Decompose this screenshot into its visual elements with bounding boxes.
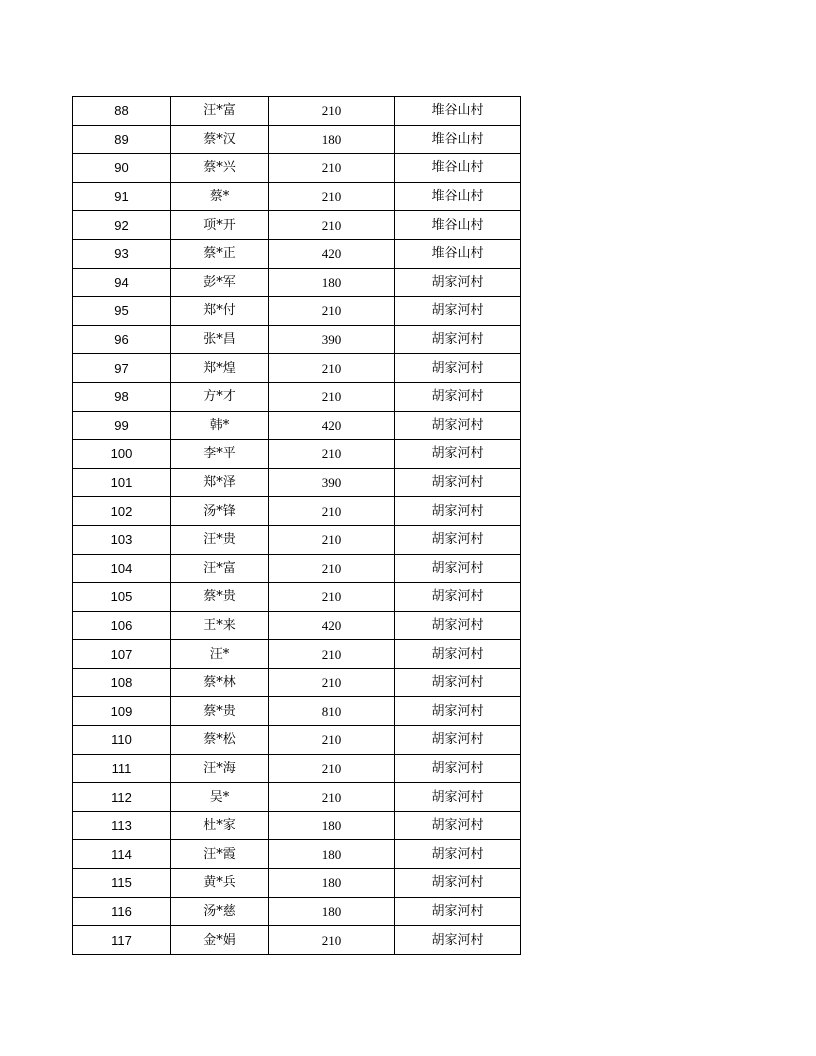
amount-cell: 210 xyxy=(269,726,395,755)
amount-cell: 390 xyxy=(269,468,395,497)
amount-cell: 210 xyxy=(269,754,395,783)
row-number-cell: 106 xyxy=(73,611,171,640)
name-cell: 蔡*林 xyxy=(171,668,269,697)
amount-cell: 180 xyxy=(269,897,395,926)
amount-cell: 210 xyxy=(269,640,395,669)
amount-cell: 210 xyxy=(269,354,395,383)
name-cell: 汪*海 xyxy=(171,754,269,783)
amount-cell: 210 xyxy=(269,154,395,183)
table-row xyxy=(73,154,521,183)
row-number-cell: 97 xyxy=(73,354,171,383)
row-number-cell: 95 xyxy=(73,297,171,326)
village-cell: 堆谷山村 xyxy=(395,239,521,268)
village-cell: 胡家河村 xyxy=(395,325,521,354)
amount-cell: 210 xyxy=(269,525,395,554)
table-row xyxy=(73,182,521,211)
name-cell: 汤*慈 xyxy=(171,897,269,926)
row-number-cell: 112 xyxy=(73,783,171,812)
name-cell: 韩* xyxy=(171,411,269,440)
row-number-cell: 110 xyxy=(73,726,171,755)
village-cell: 堆谷山村 xyxy=(395,182,521,211)
village-cell: 胡家河村 xyxy=(395,440,521,469)
village-cell: 堆谷山村 xyxy=(395,125,521,154)
table-row xyxy=(73,239,521,268)
name-cell: 蔡*兴 xyxy=(171,154,269,183)
table-row xyxy=(73,497,521,526)
table-row xyxy=(73,211,521,240)
amount-cell: 210 xyxy=(269,297,395,326)
village-cell: 胡家河村 xyxy=(395,497,521,526)
row-number-cell: 92 xyxy=(73,211,171,240)
amount-cell: 420 xyxy=(269,411,395,440)
name-cell: 蔡*汉 xyxy=(171,125,269,154)
row-number-cell: 96 xyxy=(73,325,171,354)
amount-cell: 210 xyxy=(269,97,395,126)
row-number-cell: 109 xyxy=(73,697,171,726)
amount-cell: 420 xyxy=(269,239,395,268)
amount-cell: 210 xyxy=(269,554,395,583)
name-cell: 汪*富 xyxy=(171,97,269,126)
row-number-cell: 116 xyxy=(73,897,171,926)
table-row xyxy=(73,840,521,869)
name-cell: 汪* xyxy=(171,640,269,669)
amount-cell: 210 xyxy=(269,182,395,211)
table-row xyxy=(73,811,521,840)
name-cell: 黄*兵 xyxy=(171,869,269,898)
row-number-cell: 99 xyxy=(73,411,171,440)
row-number-cell: 102 xyxy=(73,497,171,526)
amount-cell: 210 xyxy=(269,583,395,612)
village-cell: 胡家河村 xyxy=(395,297,521,326)
table-row xyxy=(73,268,521,297)
name-cell: 汪*霞 xyxy=(171,840,269,869)
row-number-cell: 105 xyxy=(73,583,171,612)
table-row xyxy=(73,869,521,898)
table-row xyxy=(73,926,521,955)
table-row xyxy=(73,783,521,812)
village-cell: 胡家河村 xyxy=(395,869,521,898)
data-table xyxy=(72,96,521,955)
name-cell: 金*娟 xyxy=(171,926,269,955)
amount-cell: 180 xyxy=(269,125,395,154)
table-row xyxy=(73,411,521,440)
village-cell: 胡家河村 xyxy=(395,697,521,726)
table-row xyxy=(73,382,521,411)
village-cell: 胡家河村 xyxy=(395,525,521,554)
name-cell: 方*才 xyxy=(171,382,269,411)
village-cell: 胡家河村 xyxy=(395,926,521,955)
table-row xyxy=(73,554,521,583)
row-number-cell: 88 xyxy=(73,97,171,126)
name-cell: 郑*煌 xyxy=(171,354,269,383)
table-row xyxy=(73,440,521,469)
name-cell: 蔡*贵 xyxy=(171,697,269,726)
row-number-cell: 98 xyxy=(73,382,171,411)
name-cell: 杜*家 xyxy=(171,811,269,840)
village-cell: 胡家河村 xyxy=(395,468,521,497)
table-body xyxy=(73,97,521,955)
village-cell: 胡家河村 xyxy=(395,354,521,383)
row-number-cell: 104 xyxy=(73,554,171,583)
table-row xyxy=(73,697,521,726)
row-number-cell: 90 xyxy=(73,154,171,183)
row-number-cell: 93 xyxy=(73,239,171,268)
name-cell: 蔡* xyxy=(171,182,269,211)
amount-cell: 210 xyxy=(269,497,395,526)
name-cell: 汤*锋 xyxy=(171,497,269,526)
name-cell: 郑*泽 xyxy=(171,468,269,497)
table-row xyxy=(73,583,521,612)
village-cell: 胡家河村 xyxy=(395,783,521,812)
amount-cell: 210 xyxy=(269,926,395,955)
name-cell: 彭*军 xyxy=(171,268,269,297)
row-number-cell: 115 xyxy=(73,869,171,898)
name-cell: 蔡*贵 xyxy=(171,583,269,612)
table-row xyxy=(73,726,521,755)
village-cell: 胡家河村 xyxy=(395,611,521,640)
name-cell: 项*开 xyxy=(171,211,269,240)
table-row xyxy=(73,611,521,640)
name-cell: 汪*富 xyxy=(171,554,269,583)
village-cell: 胡家河村 xyxy=(395,840,521,869)
name-cell: 张*昌 xyxy=(171,325,269,354)
name-cell: 蔡*正 xyxy=(171,239,269,268)
row-number-cell: 94 xyxy=(73,268,171,297)
village-cell: 胡家河村 xyxy=(395,382,521,411)
row-number-cell: 108 xyxy=(73,668,171,697)
village-cell: 胡家河村 xyxy=(395,268,521,297)
row-number-cell: 111 xyxy=(73,754,171,783)
amount-cell: 180 xyxy=(269,840,395,869)
village-cell: 胡家河村 xyxy=(395,811,521,840)
amount-cell: 390 xyxy=(269,325,395,354)
row-number-cell: 103 xyxy=(73,525,171,554)
village-cell: 堆谷山村 xyxy=(395,211,521,240)
amount-cell: 420 xyxy=(269,611,395,640)
amount-cell: 210 xyxy=(269,783,395,812)
amount-cell: 210 xyxy=(269,211,395,240)
row-number-cell: 101 xyxy=(73,468,171,497)
name-cell: 汪*贵 xyxy=(171,525,269,554)
row-number-cell: 89 xyxy=(73,125,171,154)
row-number-cell: 91 xyxy=(73,182,171,211)
village-cell: 堆谷山村 xyxy=(395,154,521,183)
village-cell: 胡家河村 xyxy=(395,583,521,612)
amount-cell: 810 xyxy=(269,697,395,726)
row-number-cell: 113 xyxy=(73,811,171,840)
table-row xyxy=(73,468,521,497)
row-number-cell: 114 xyxy=(73,840,171,869)
table-row xyxy=(73,297,521,326)
row-number-cell: 117 xyxy=(73,926,171,955)
table-row xyxy=(73,325,521,354)
amount-cell: 210 xyxy=(269,668,395,697)
table-row xyxy=(73,125,521,154)
village-cell: 胡家河村 xyxy=(395,668,521,697)
amount-cell: 180 xyxy=(269,268,395,297)
amount-cell: 180 xyxy=(269,811,395,840)
row-number-cell: 107 xyxy=(73,640,171,669)
village-cell: 胡家河村 xyxy=(395,640,521,669)
name-cell: 蔡*松 xyxy=(171,726,269,755)
name-cell: 郑*付 xyxy=(171,297,269,326)
name-cell: 王*来 xyxy=(171,611,269,640)
village-cell: 胡家河村 xyxy=(395,411,521,440)
amount-cell: 180 xyxy=(269,869,395,898)
table-row xyxy=(73,354,521,383)
village-cell: 胡家河村 xyxy=(395,726,521,755)
table-row xyxy=(73,640,521,669)
row-number-cell: 100 xyxy=(73,440,171,469)
table-row xyxy=(73,525,521,554)
amount-cell: 210 xyxy=(269,440,395,469)
village-cell: 堆谷山村 xyxy=(395,97,521,126)
table-row xyxy=(73,97,521,126)
amount-cell: 210 xyxy=(269,382,395,411)
village-cell: 胡家河村 xyxy=(395,554,521,583)
table-row xyxy=(73,754,521,783)
village-cell: 胡家河村 xyxy=(395,754,521,783)
name-cell: 李*平 xyxy=(171,440,269,469)
table-row xyxy=(73,897,521,926)
village-cell: 胡家河村 xyxy=(395,897,521,926)
name-cell: 吴* xyxy=(171,783,269,812)
table-row xyxy=(73,668,521,697)
